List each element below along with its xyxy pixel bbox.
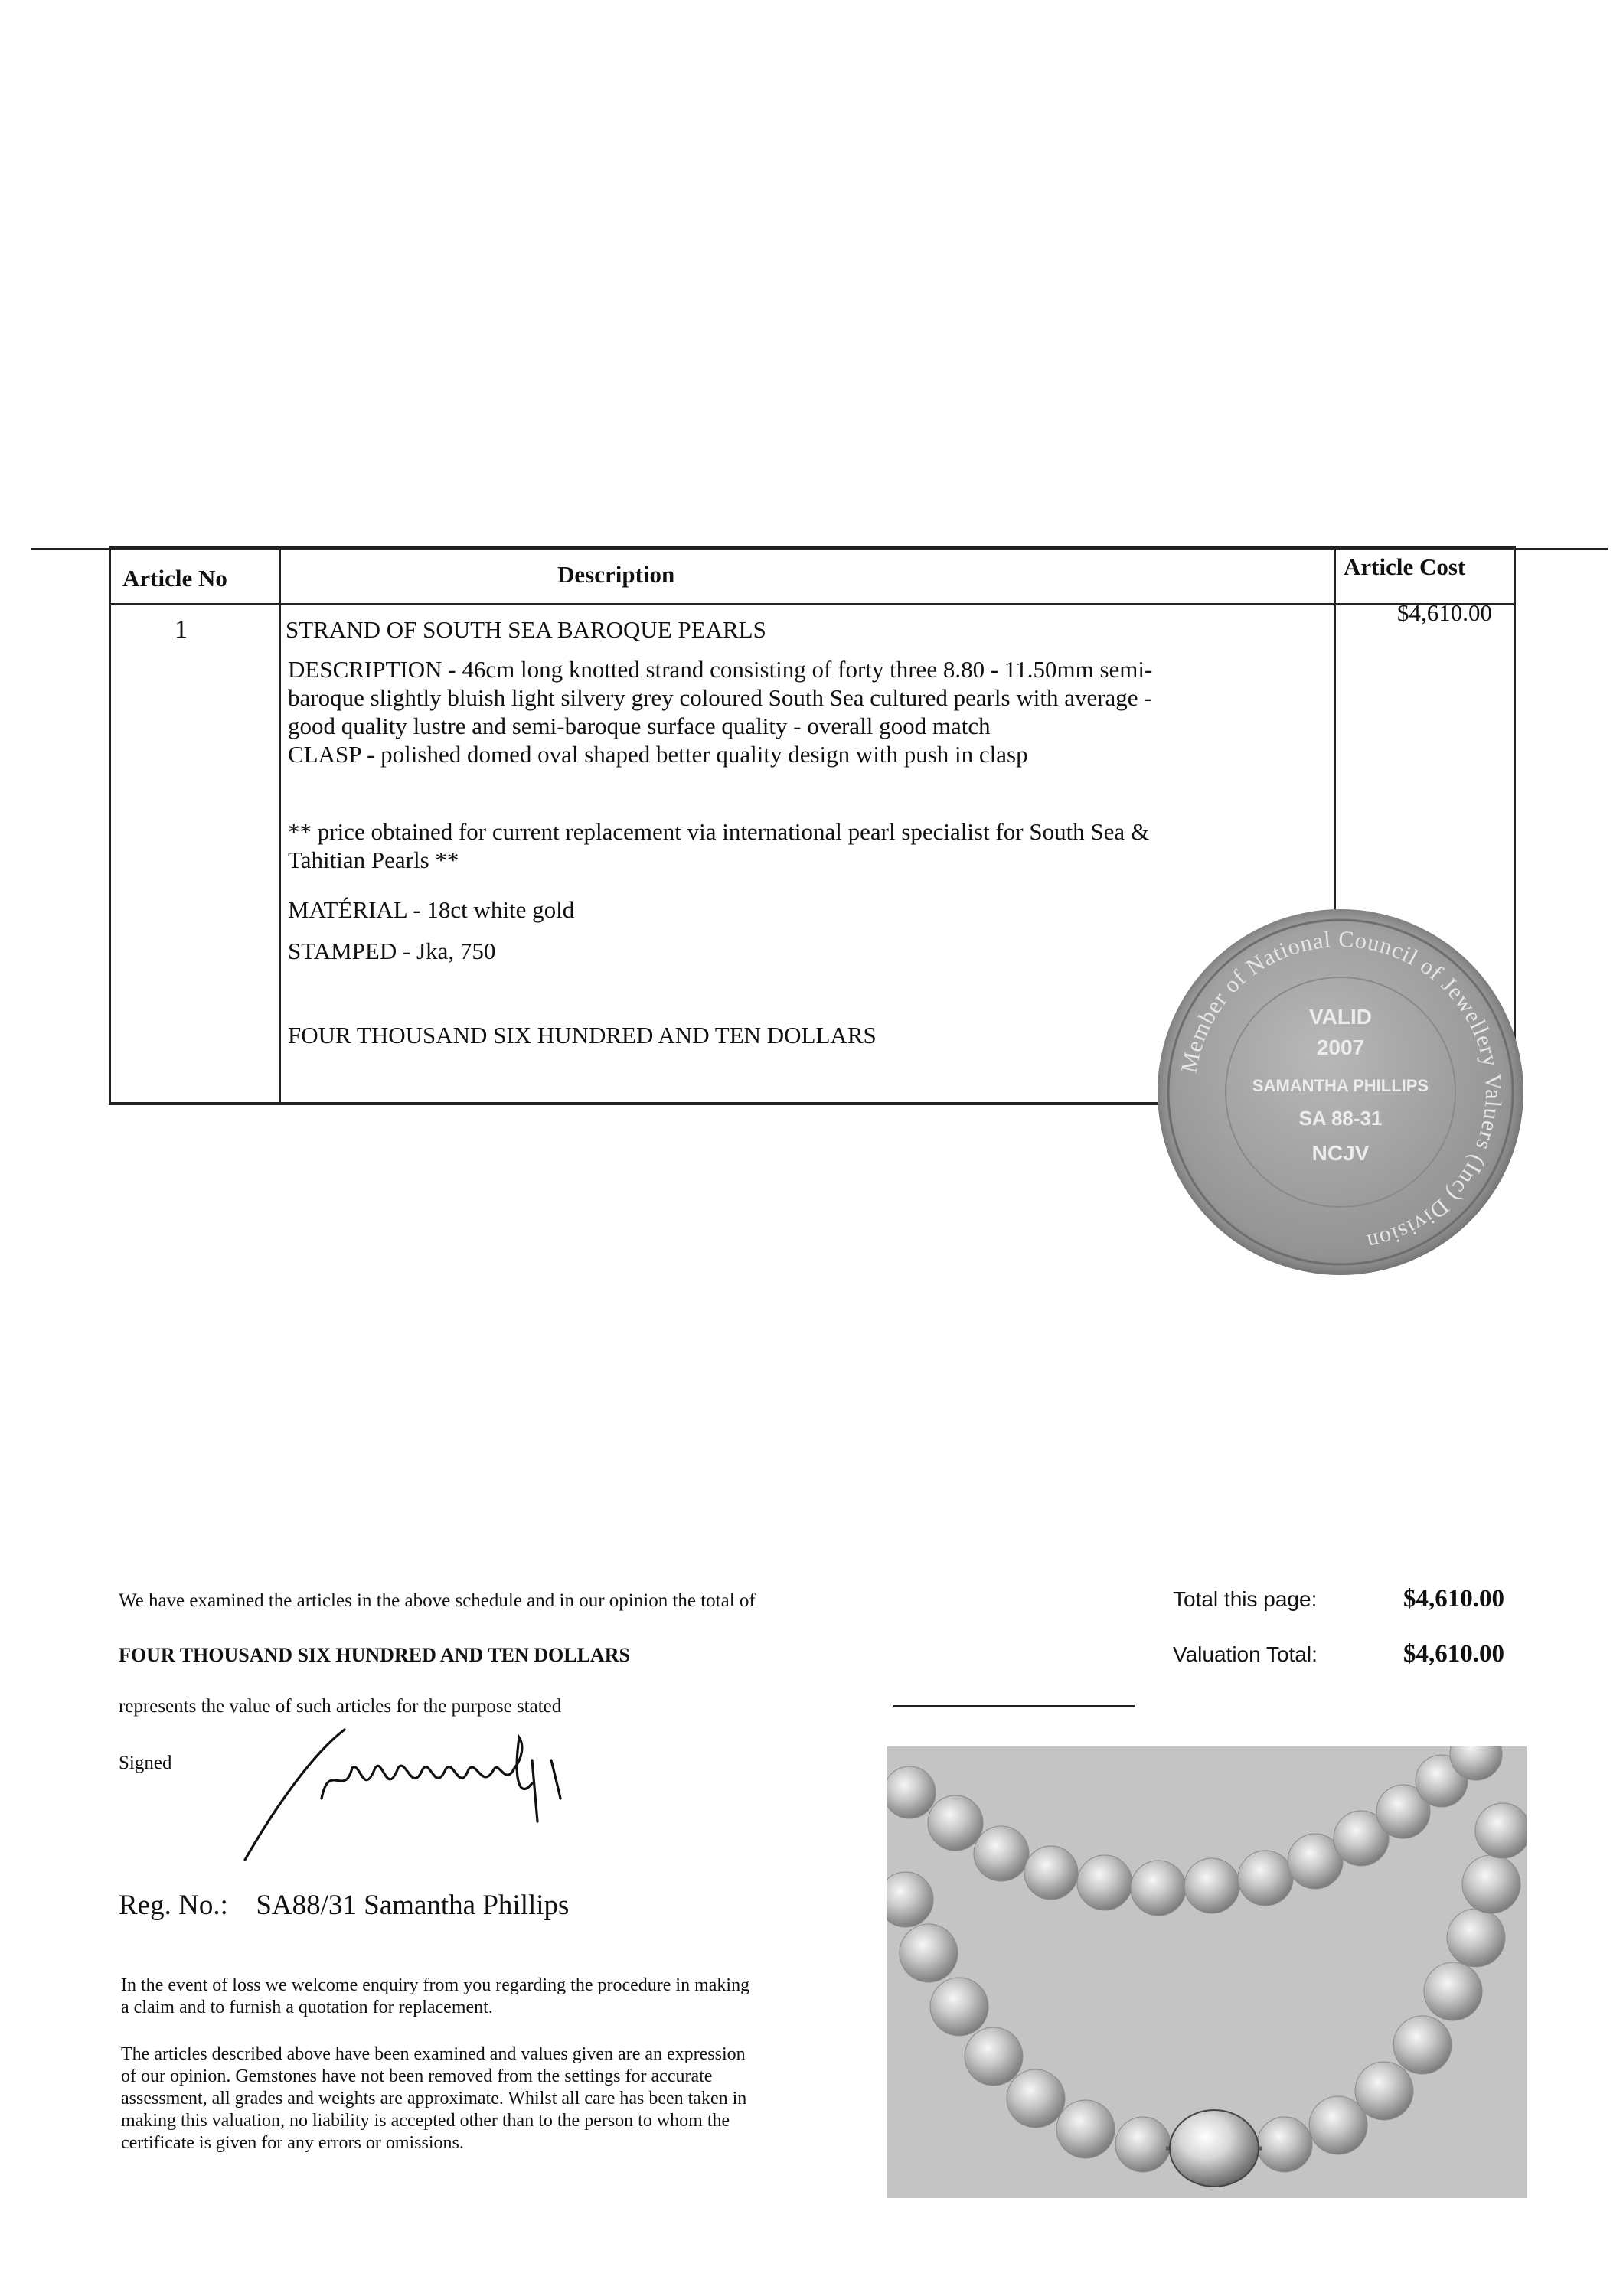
seal-ring-text: Member of National Council of Jewellery Valuers (Inc) Division xyxy=(1176,926,1507,1255)
registration xyxy=(119,1889,569,1922)
material: MATÉRIAL - 18ct white gold xyxy=(288,896,575,923)
total-this-page-value: $4,610.00 xyxy=(1403,1585,1504,1613)
pearl-strand-image xyxy=(887,1746,1527,2198)
disclaimer-line: of our opinion. Gemstones have not been removed from the settings for accurate xyxy=(121,2066,713,2086)
note-line: ** price obtained for current replacement via international pearl specialist for South Sea & xyxy=(288,818,1150,845)
loss-enquiry-note xyxy=(121,1975,879,2019)
valuation-total-value: $4,610.00 xyxy=(1403,1640,1504,1668)
seal-line: VALID xyxy=(1309,1005,1372,1029)
header-top-border xyxy=(109,546,1516,549)
column-divider-1 xyxy=(279,546,281,1104)
registration-label: Reg. No.: xyxy=(119,1890,228,1921)
valuer-seal xyxy=(1158,909,1523,1275)
description-line: baroque slightly bluish light silvery grey coloured South Sea cultured pearls with average - xyxy=(288,684,1152,711)
disclaimer-line: making this valuation, no liability is accepted other than to the person to whom the xyxy=(121,2111,730,2131)
disclaimer-line: assessment, all grades and weights are approximate. Whilst all care has been taken in xyxy=(121,2089,747,2108)
statement-amount-words: FOUR THOUSAND SIX HUNDRED AND TEN DOLLARS xyxy=(119,1644,630,1666)
note-line: Tahitian Pearls ** xyxy=(288,846,459,873)
statement-intro: We have examined the articles in the above schedule and in our opinion the total of xyxy=(119,1590,756,1611)
row-description xyxy=(288,655,1306,768)
seal-line: SA 88-31 xyxy=(1298,1107,1383,1130)
valuation-total-label: Valuation Total: xyxy=(1173,1642,1318,1666)
liability-disclaimer xyxy=(121,2043,879,2154)
left-border xyxy=(109,546,111,1104)
statement-represents: represents the value of such articles for the purpose stated xyxy=(119,1696,562,1717)
header-article-no: Article No xyxy=(122,565,227,592)
row-cost: $4,610.00 xyxy=(1397,599,1492,626)
signature-rule xyxy=(893,1705,1135,1707)
seal-line: NCJV xyxy=(1311,1141,1370,1165)
disclaimer-line: In the event of loss we welcome enquiry from you regarding the procedure in making xyxy=(121,1975,750,1995)
header-bottom-border xyxy=(109,603,1516,605)
amount-in-words: FOUR THOUSAND SIX HUNDRED AND TEN DOLLARS xyxy=(288,1022,877,1049)
disclaimer-line: a claim and to furnish a quotation for replacement. xyxy=(121,1998,493,2017)
registration-value: SA88/31 Samantha Phillips xyxy=(256,1890,570,1921)
description-line: DESCRIPTION - 46cm long knotted strand consisting of forty three 8.80 - 11.50mm semi- xyxy=(288,656,1153,683)
disclaimer-line: certificate is given for any errors or omissions. xyxy=(121,2133,464,2153)
stamped: STAMPED - Jka, 750 xyxy=(288,938,496,964)
pearl-strand-photo xyxy=(887,1746,1527,2198)
description-line: good quality lustre and semi-baroque surface quality - overall good match xyxy=(288,713,991,739)
seal-line: 2007 xyxy=(1316,1035,1365,1059)
row-title: STRAND OF SOUTH SEA BAROQUE PEARLS xyxy=(286,616,766,643)
header-description: Description xyxy=(557,561,675,588)
row-article-no: 1 xyxy=(175,615,188,644)
signed-label: Signed xyxy=(119,1753,172,1773)
total-this-page-label: Total this page: xyxy=(1173,1587,1318,1611)
disclaimer-line: The articles described above have been examined and values given are an expression xyxy=(121,2044,746,2064)
seal-line: SAMANTHA PHILLIPS xyxy=(1252,1076,1429,1095)
header-article-cost: Article Cost xyxy=(1344,553,1466,580)
description-line: CLASP - polished domed oval shaped better quality design with push in clasp xyxy=(288,741,1028,768)
signature xyxy=(230,1714,643,1867)
price-note xyxy=(288,817,1306,874)
seal-graphic xyxy=(1158,909,1523,1275)
